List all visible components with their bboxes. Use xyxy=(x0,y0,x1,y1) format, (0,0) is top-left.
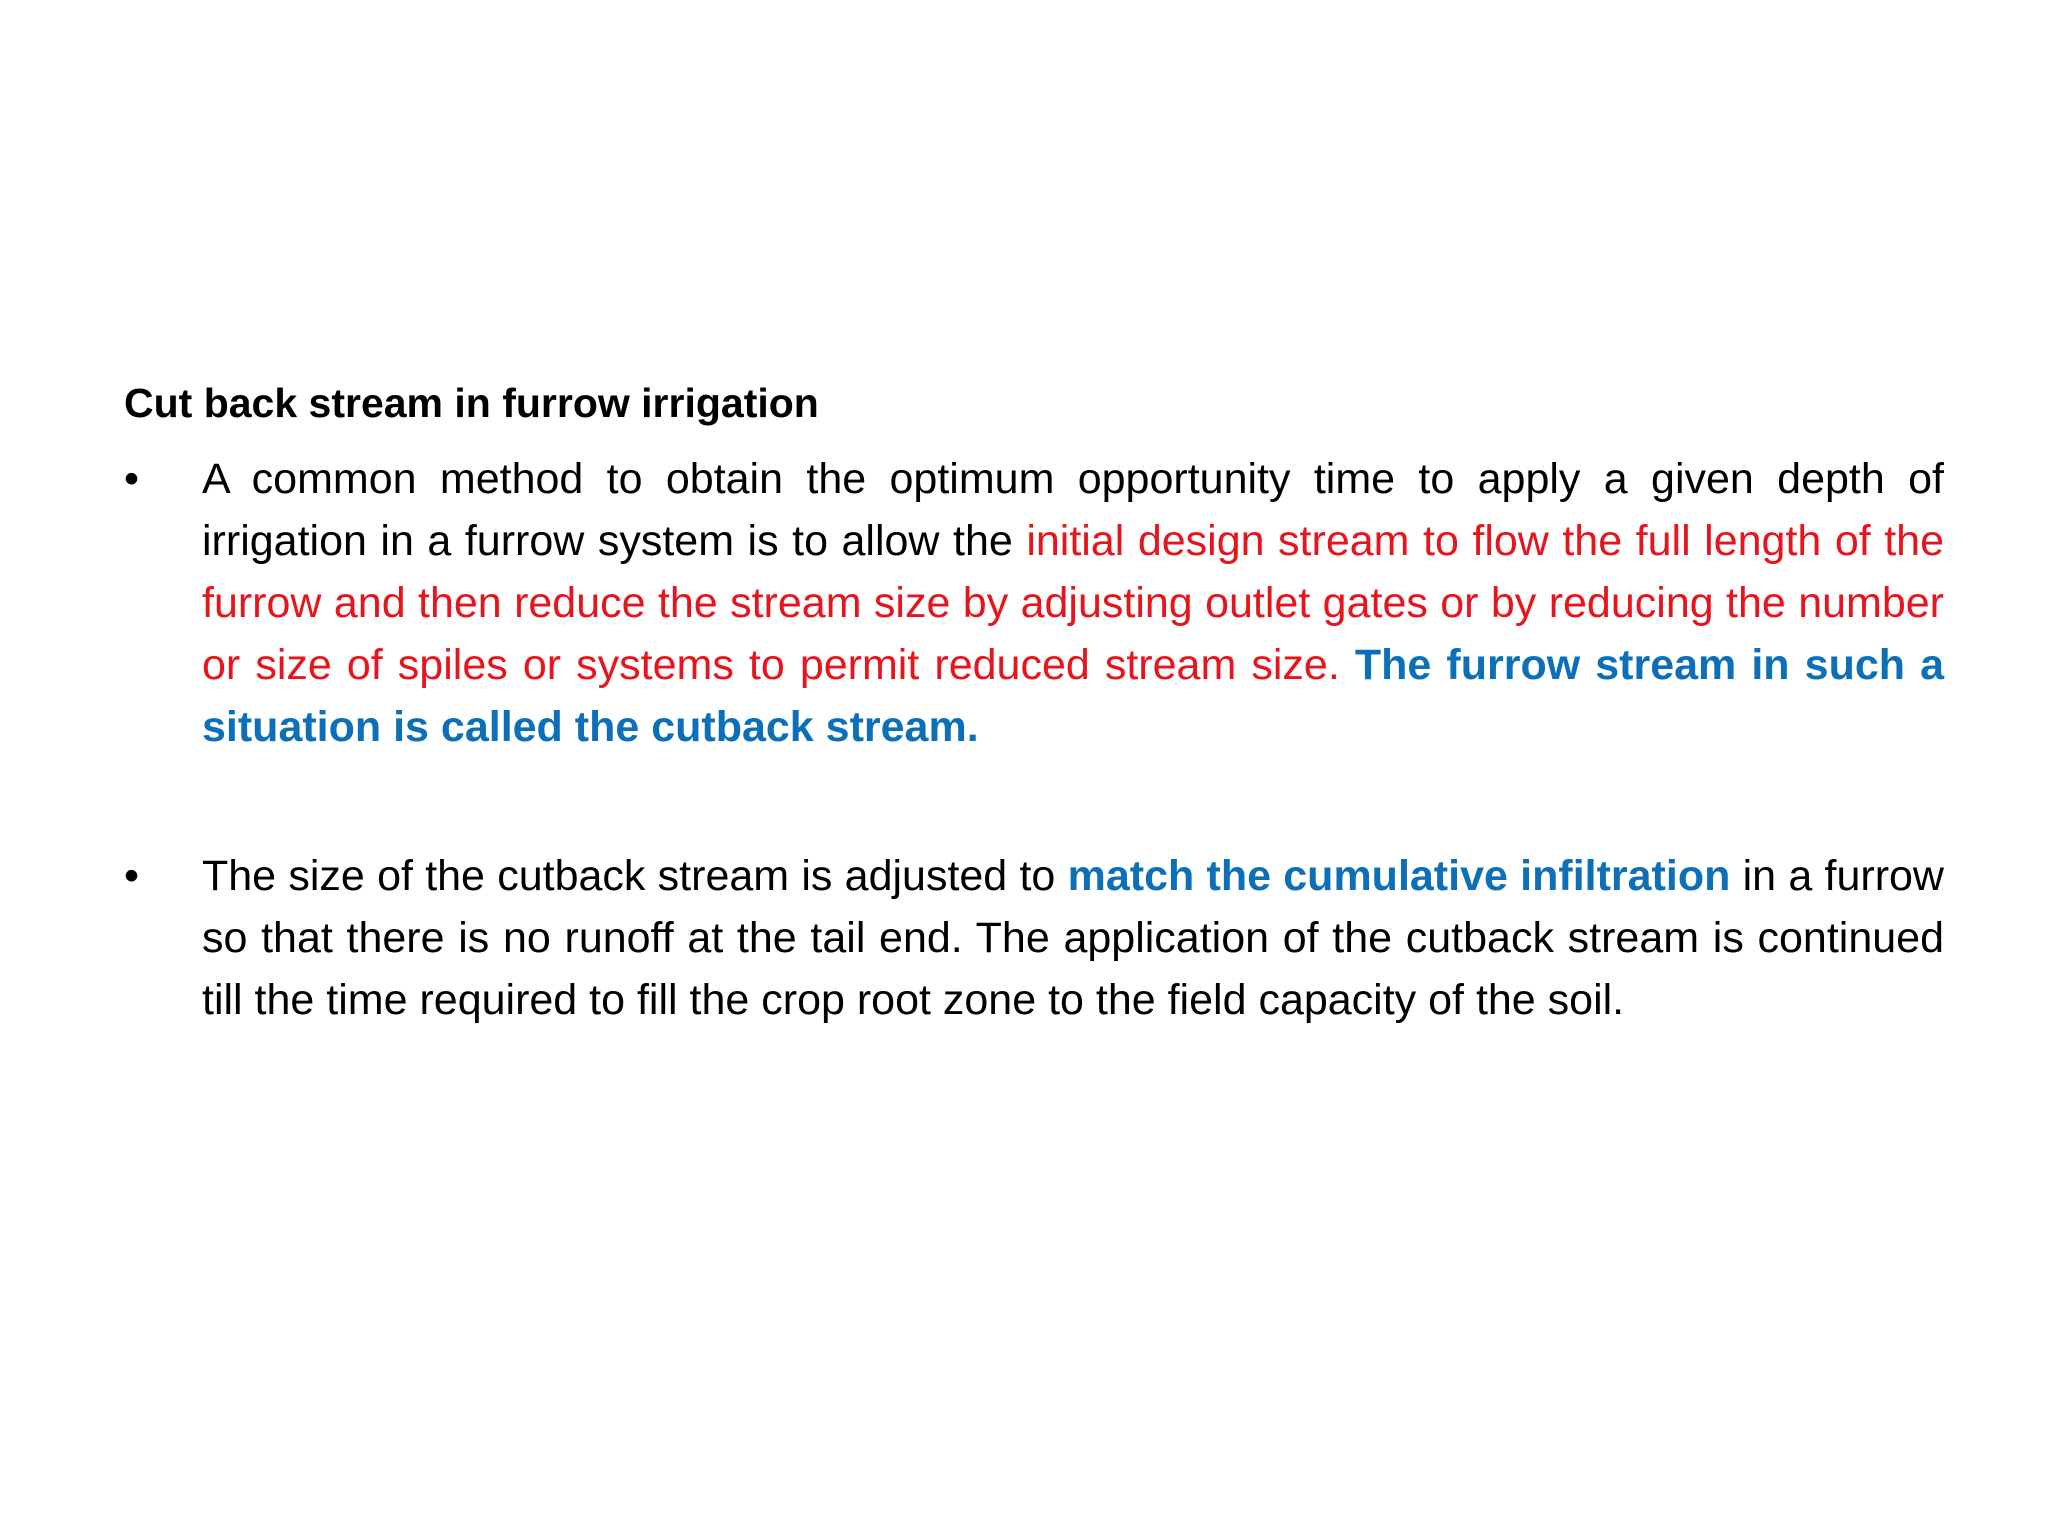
bullet-icon: • xyxy=(124,852,140,900)
bullet-item-2 xyxy=(124,845,1944,1031)
slide-title: Cut back stream in furrow irrigation xyxy=(124,380,819,426)
bullet-1-text-plain: A common method to obtain the optimum opportunity time to apply a given depth of irrigation in a furrow system is to allow the xyxy=(202,455,1944,565)
bullet-2-text-blue: match the cumulative infiltration xyxy=(1067,852,1731,900)
bullet-2-text-plain-end: in a furrow so that there is no runoff at the tail end. The application of the cutback stream is continued till the time required to fill the crop root zone to the field capacity of the soil. xyxy=(202,852,1944,1024)
bullet-item-1 xyxy=(124,448,1944,758)
bullet-1-text-space xyxy=(1340,641,1355,689)
bullet-text-1 xyxy=(202,448,1944,758)
bullet-icon: • xyxy=(124,455,140,503)
bullet-2-text-plain-start: The size of the cutback stream is adjusted to xyxy=(202,852,1068,900)
bullet-text-2 xyxy=(202,845,1944,1031)
bullet-1-text-blue: The furrow stream in such a situation is called the cutback stream. xyxy=(202,641,1945,751)
bullet-1-text-red: initial design stream to flow the full length of the furrow and then reduce the stream size by adjusting outlet gates or by reducing the number or size of spiles or systems to permit reduced stream size. xyxy=(202,517,1944,689)
